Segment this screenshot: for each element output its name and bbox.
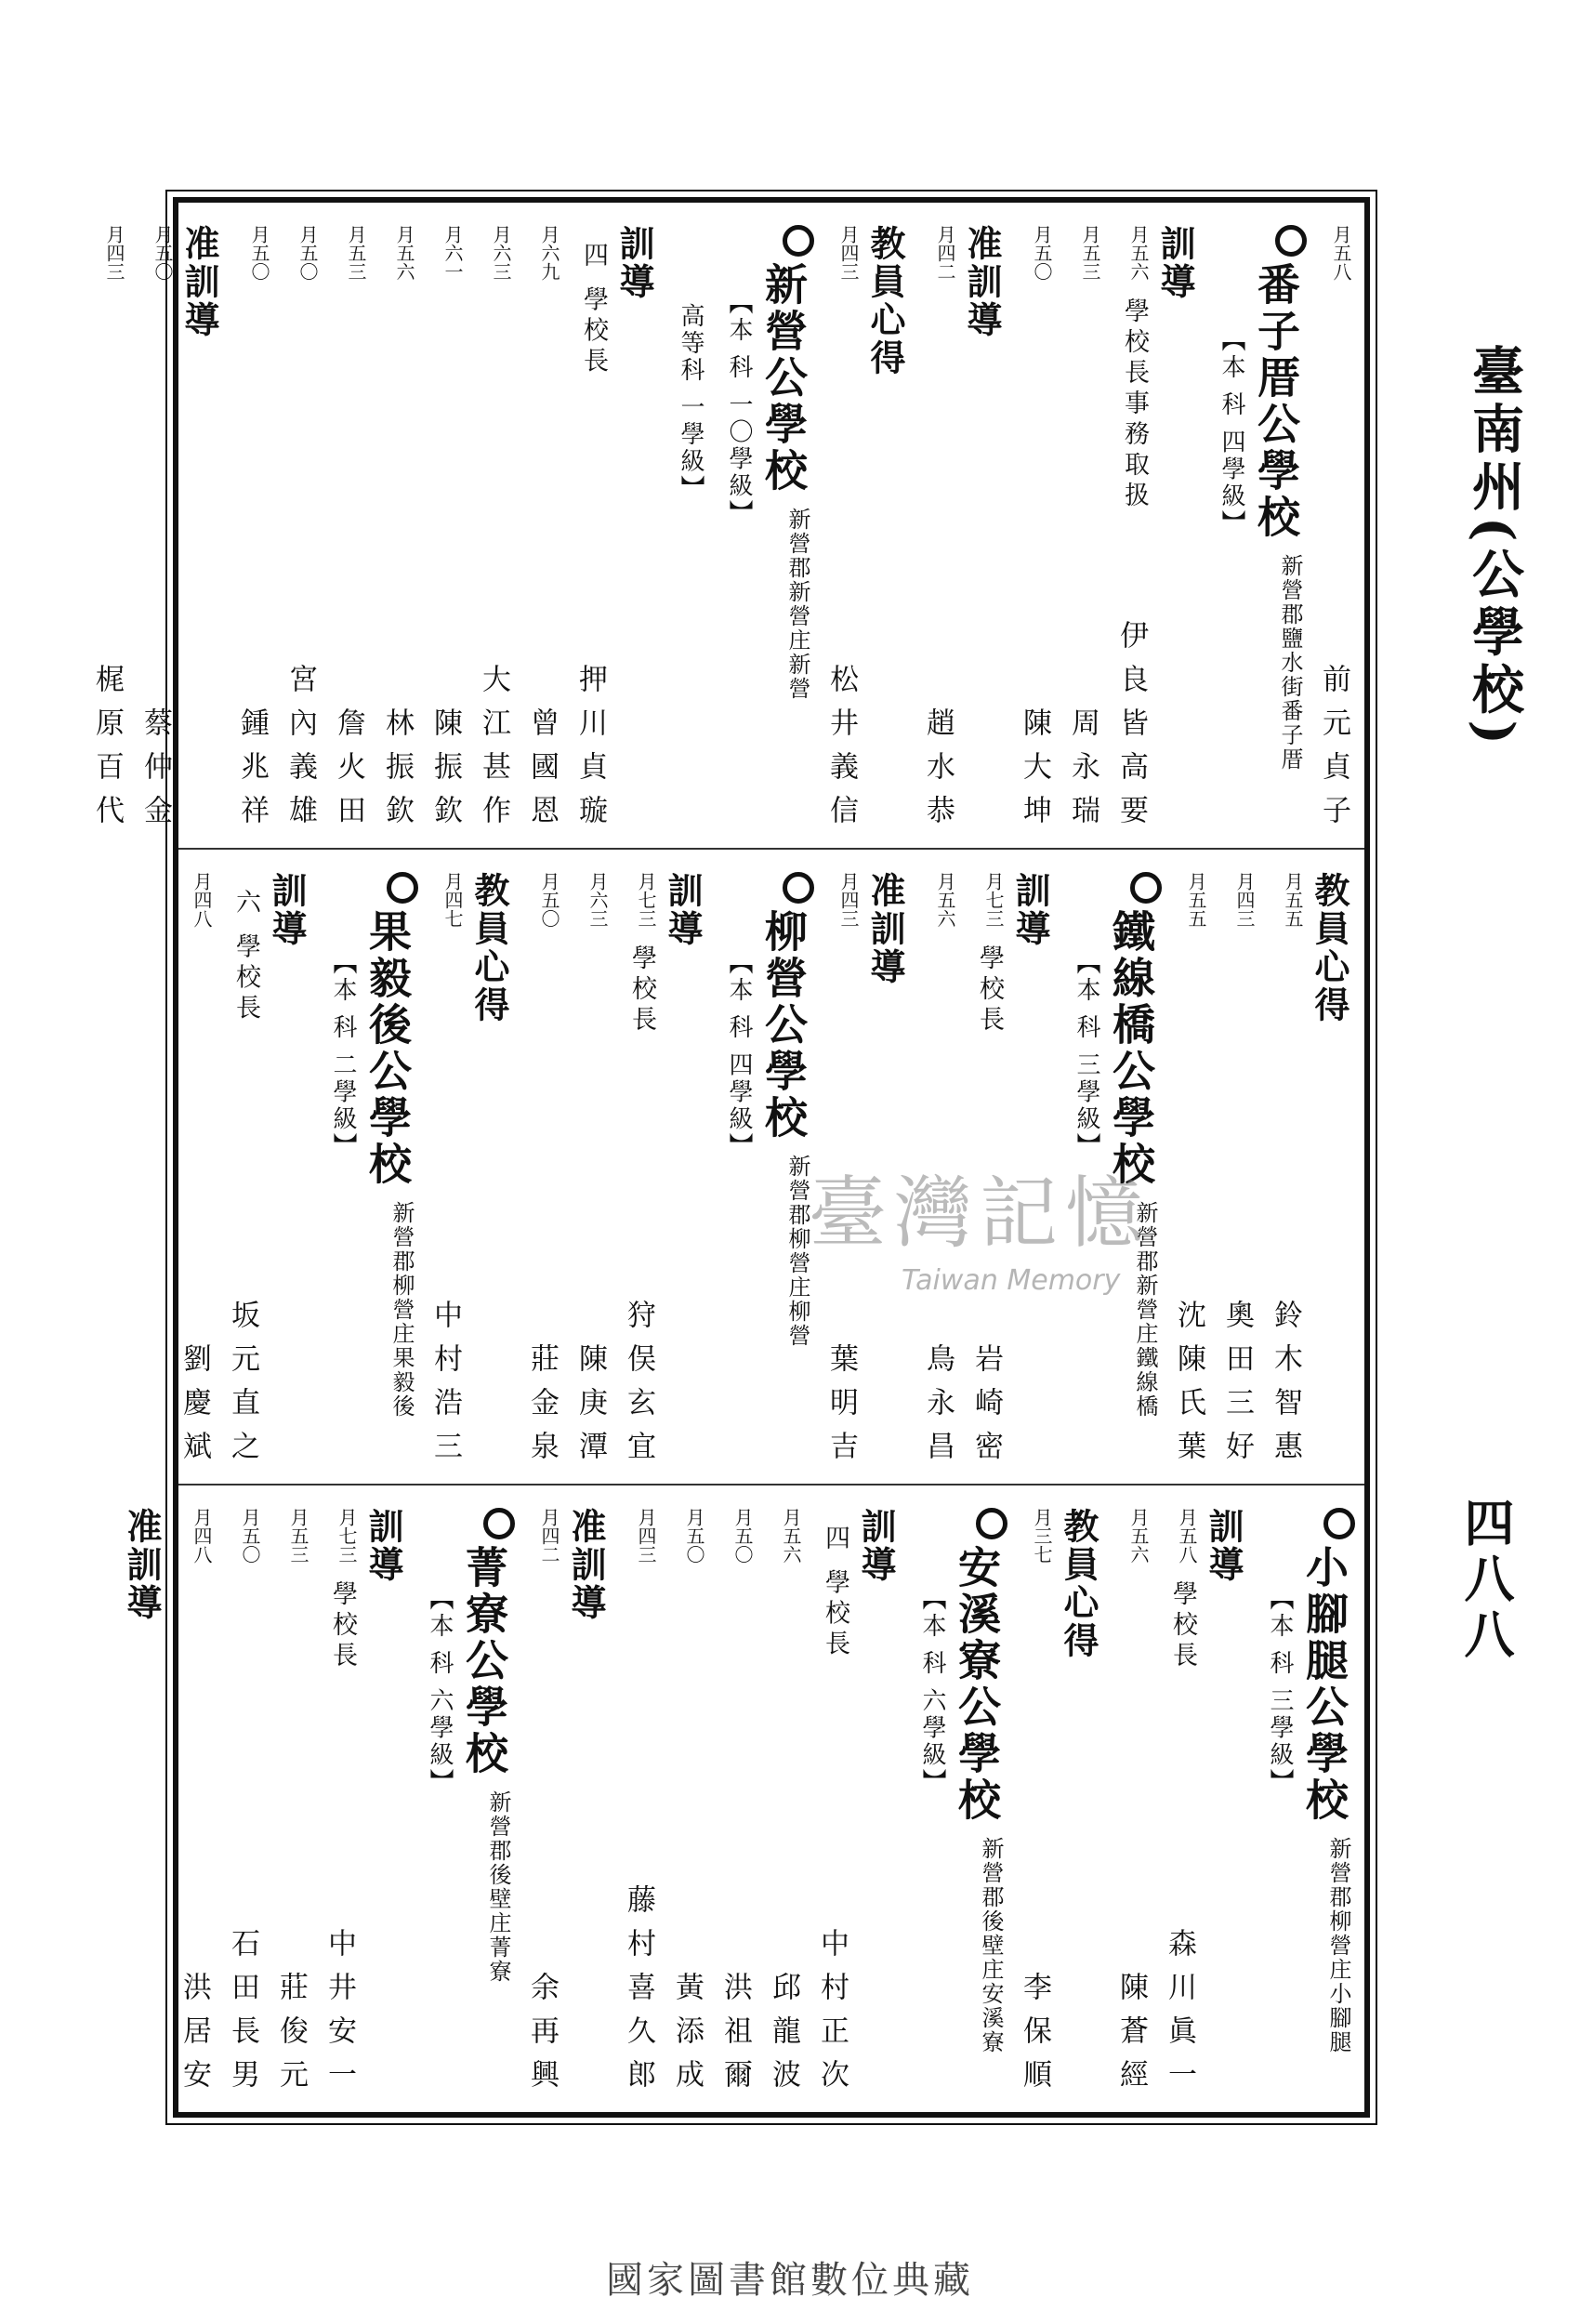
register-section-1: [90, 203, 1364, 850]
entry-row: 月四三 奧田三好: [1220, 872, 1256, 1474]
role-label: 教員心得: [1309, 872, 1350, 1024]
entry-row: 四 學校長 押川貞璇: [573, 242, 608, 838]
school-classes: 【本 科 六學級】: [426, 1586, 454, 1796]
entry-row: 月五六 陳蒼經: [1114, 1508, 1150, 2103]
entry-row: 月五〇 莊金泉: [525, 872, 560, 1474]
entry-row: 月五三 莊俊元: [274, 1508, 309, 2103]
entry-row: 月五〇 鍾兆祥: [235, 225, 270, 838]
entry-row: 月五八 學校長 森川眞一: [1163, 1508, 1198, 2103]
school-name: 番子厝公學校: [1251, 262, 1301, 541]
role-label: 訓導: [266, 872, 308, 948]
register-section-3: [121, 1486, 1364, 2112]
entry-row: 月五六 學校長事務取扱 伊良皆高要: [1114, 225, 1150, 838]
entry-row: 六 學校長 坂元直之: [226, 889, 260, 1474]
entry-row: 月五〇 宮內義雄: [283, 225, 319, 838]
entry-row: 月五五 沈陳氏葉: [1172, 872, 1207, 1474]
entry-row: 四 學校長 中村正次: [815, 1525, 849, 2103]
entry-row: 月六一 陳振欽: [428, 225, 464, 838]
role-label: 訓導: [1154, 225, 1196, 301]
role-label: 訓導: [1009, 872, 1051, 948]
entry-row: 月四三 藤村喜久郎: [622, 1508, 657, 2103]
school-classes: 【本 科 六學級】: [918, 1586, 946, 1796]
role-label: 訓導: [613, 225, 655, 301]
entry-row: 月五六 林振欽: [380, 225, 415, 838]
entry-row: 月四三 松井義信: [824, 225, 860, 838]
school-circle-icon: [976, 1508, 1007, 1539]
role-label: 訓導: [1203, 1508, 1244, 1584]
role-label: 准訓導: [178, 225, 220, 339]
school-classes: [1201, 225, 1249, 838]
staff-name: 前元貞子: [1317, 664, 1350, 838]
school-circle-icon: [1130, 872, 1162, 904]
school-heading: 果毅後公學校 新營郡柳營庄果毅後: [361, 872, 418, 1474]
school-address: 新營郡鹽水街番子厝: [1277, 554, 1303, 772]
entry-row: 月五〇 洪祖爾: [718, 1508, 754, 2103]
entry-row: 月五〇 陳大坤: [1018, 225, 1053, 838]
role-label: 訓導: [362, 1508, 404, 1584]
school-heading: [1249, 225, 1307, 838]
school-circle-icon: [1275, 225, 1307, 257]
entry-row: 月五〇 石田長男: [226, 1508, 261, 2103]
school-circle-icon: [483, 1508, 515, 1539]
entry-row: 月七三 學校長 中井安一: [323, 1508, 358, 2103]
entry-row: 月七三 學校長 岩崎密: [969, 872, 1005, 1474]
archive-footer: 國家圖書館數位典藏: [606, 2259, 974, 2302]
school-classes: 【本 科 三學級】: [1073, 950, 1100, 1160]
appointment-date: 月五八: [1330, 225, 1352, 281]
role-label: 訓導: [662, 872, 704, 948]
school-classes: 【本 科 四學級】: [725, 950, 753, 1160]
role-label: 教員心得: [1058, 1508, 1099, 1660]
school-classes: 【本 科 二學級】: [329, 950, 357, 1160]
watermark-logo-sub: Taiwan Memory: [902, 1264, 1121, 1297]
school-classes: 高等科 一學級】: [677, 303, 704, 503]
entry-row: 月五五 鈴木智惠: [1269, 872, 1304, 1474]
entry-row: 月五三 詹火田: [332, 225, 367, 838]
entry-row: 月四三 葉明吉: [824, 872, 860, 1474]
entry-row: [1307, 225, 1355, 838]
role-label: 訓導: [855, 1508, 897, 1584]
page-frame: [90, 197, 1370, 2118]
role-label: 准訓導: [565, 1508, 607, 1622]
role-label: 准訓導: [121, 1508, 163, 1622]
entry-row: 月四八 劉慶斌: [178, 872, 213, 1474]
entry-row: 月五六 鳥永昌: [921, 872, 956, 1474]
running-header: 臺南州(公學校): [1464, 344, 1525, 750]
school-classes: 【本 科 一〇學級】: [725, 290, 753, 527]
entry-row: 月六三 大江甚作: [477, 225, 512, 838]
entry-row: 月四二 余再興: [525, 1508, 560, 2103]
entry-row: 月五〇 蔡仲金: [138, 225, 174, 838]
school-heading: 新營公學校 新營郡新營庄新營: [757, 225, 814, 838]
register-section-2: [178, 850, 1364, 1486]
entry-row: 月六三 陳庚潭: [573, 872, 609, 1474]
school-heading: 小腳腿公學校 新營郡柳營庄小腳腿: [1297, 1508, 1355, 2103]
role-label: 教員心得: [864, 225, 906, 377]
role-label: 准訓導: [961, 225, 1003, 339]
entry-row: 月五〇 黃添成: [670, 1508, 705, 2103]
entry-row: 月四八 洪居安: [178, 1508, 213, 2103]
school-heading: 柳營公學校 新營郡柳營庄柳營: [757, 872, 814, 1474]
class-count: 【本 科 四學級】: [1218, 327, 1245, 537]
entry-row: 月四二 趙水恭: [921, 225, 956, 838]
school-heading: 安溪寮公學校 新營郡後壁庄安溪寮: [950, 1508, 1007, 2103]
school-classes: 【本 科 三學級】: [1266, 1586, 1294, 1796]
entry-row: 月五三 周永瑞: [1066, 225, 1101, 838]
role-label: 教員心得: [468, 872, 510, 1024]
role-label: 准訓導: [864, 872, 906, 986]
school-heading: 鐵線橋公學校 新營郡新營庄鐵線橋: [1104, 872, 1162, 1474]
page-number: 四八八: [1456, 1497, 1516, 1664]
entry-row: 月四七 中村浩三: [428, 872, 464, 1474]
entry-row: 月三七 李保順: [1018, 1508, 1053, 2103]
entry-row: 月四三 梶原百代: [90, 225, 125, 838]
entry-row: 月五六 邱龍波: [767, 1508, 802, 2103]
watermark-logo: 臺灣記憶: [809, 1168, 1152, 1259]
school-circle-icon: [783, 225, 814, 257]
entry-row: 月六九 曾國恩: [525, 225, 560, 838]
school-circle-icon: [387, 872, 418, 904]
school-heading: 菁寮公學校 新營郡後壁庄菁寮: [457, 1508, 515, 2103]
school-circle-icon: [1323, 1508, 1355, 1539]
school-circle-icon: [783, 872, 814, 904]
entry-row: 月七三 學校長 狩俣玄宜: [622, 872, 657, 1474]
